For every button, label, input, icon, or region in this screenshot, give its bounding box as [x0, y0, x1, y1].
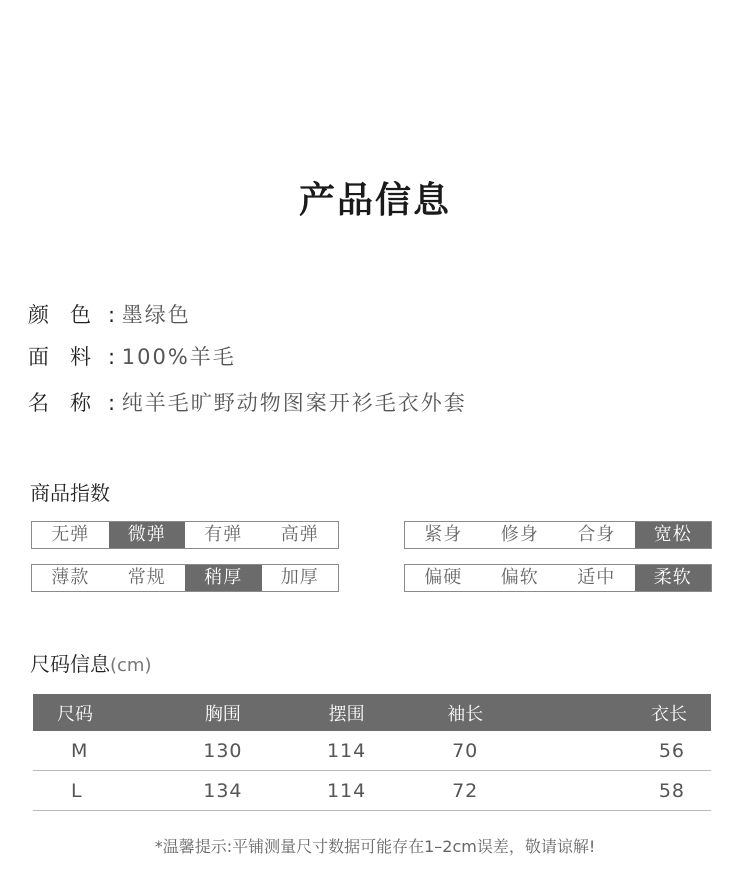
thickness-scale: [31, 564, 339, 592]
size-unit: (cm): [110, 655, 152, 676]
info-name-row: [28, 388, 467, 418]
info-label: 面 料: [28, 345, 91, 369]
index-option: 薄款: [51, 567, 90, 588]
measurement-note: *温馨提示:平铺测量尺寸数据可能存在1–2cm误差，敬请谅解!: [154, 837, 596, 856]
index-option: 无弹: [51, 524, 90, 545]
index-option: 偏软: [500, 567, 539, 588]
table-header-cell: 尺码: [33, 694, 161, 731]
table-cell: 56: [522, 731, 711, 771]
table-header-cell: 衣长: [522, 694, 711, 731]
info-colon: :: [108, 303, 116, 327]
softness-scale: [404, 564, 712, 592]
info-colon: :: [108, 391, 116, 415]
table-header-cell: 袖长: [408, 694, 521, 731]
index-section-title: 商品指数: [30, 481, 110, 505]
info-label: 颜 色: [28, 303, 91, 327]
index-option: 偏硬: [424, 567, 463, 588]
info-label: 名 称: [28, 391, 91, 415]
index-option: 微弹: [109, 522, 186, 548]
index-option: 宽松: [635, 522, 712, 548]
page-title: 产品信息: [298, 180, 451, 221]
index-option: 有弹: [204, 524, 243, 545]
size-title-text: 尺码信息: [30, 652, 110, 676]
table-header-cell: 胸围: [161, 694, 285, 731]
index-option: 加厚: [280, 567, 319, 588]
table-cell: 130: [161, 731, 285, 771]
index-option: 常规: [127, 567, 166, 588]
index-option: 适中: [577, 567, 616, 588]
info-value: 墨绿色: [121, 303, 191, 327]
table-cell: L: [33, 771, 161, 811]
table-cell: 70: [408, 731, 521, 771]
table-cell: 114: [285, 731, 409, 771]
index-option: 稍厚: [185, 565, 262, 591]
elasticity-scale: [31, 521, 339, 549]
info-color-row: [28, 300, 191, 330]
table-row: [33, 731, 711, 771]
table-header-cell: 摆围: [285, 694, 409, 731]
size-table: [33, 694, 711, 811]
table-cell: M: [33, 731, 161, 771]
index-option: 紧身: [424, 524, 463, 545]
index-option: 合身: [577, 524, 616, 545]
info-value: 100%羊毛: [121, 345, 236, 369]
index-option: 柔软: [635, 565, 712, 591]
table-cell: 58: [522, 771, 711, 811]
index-option: 修身: [500, 524, 539, 545]
table-cell: 114: [285, 771, 409, 811]
info-value: 纯羊毛旷野动物图案开衫毛衣外套: [121, 391, 467, 415]
info-colon: :: [108, 345, 116, 369]
size-section-title: [30, 648, 151, 677]
table-header-row: [33, 694, 711, 731]
table-cell: 134: [161, 771, 285, 811]
table-row: [33, 771, 711, 811]
fit-scale: [404, 521, 712, 549]
index-option: 高弹: [280, 524, 319, 545]
info-material-row: [28, 342, 236, 372]
table-cell: 72: [408, 771, 521, 811]
